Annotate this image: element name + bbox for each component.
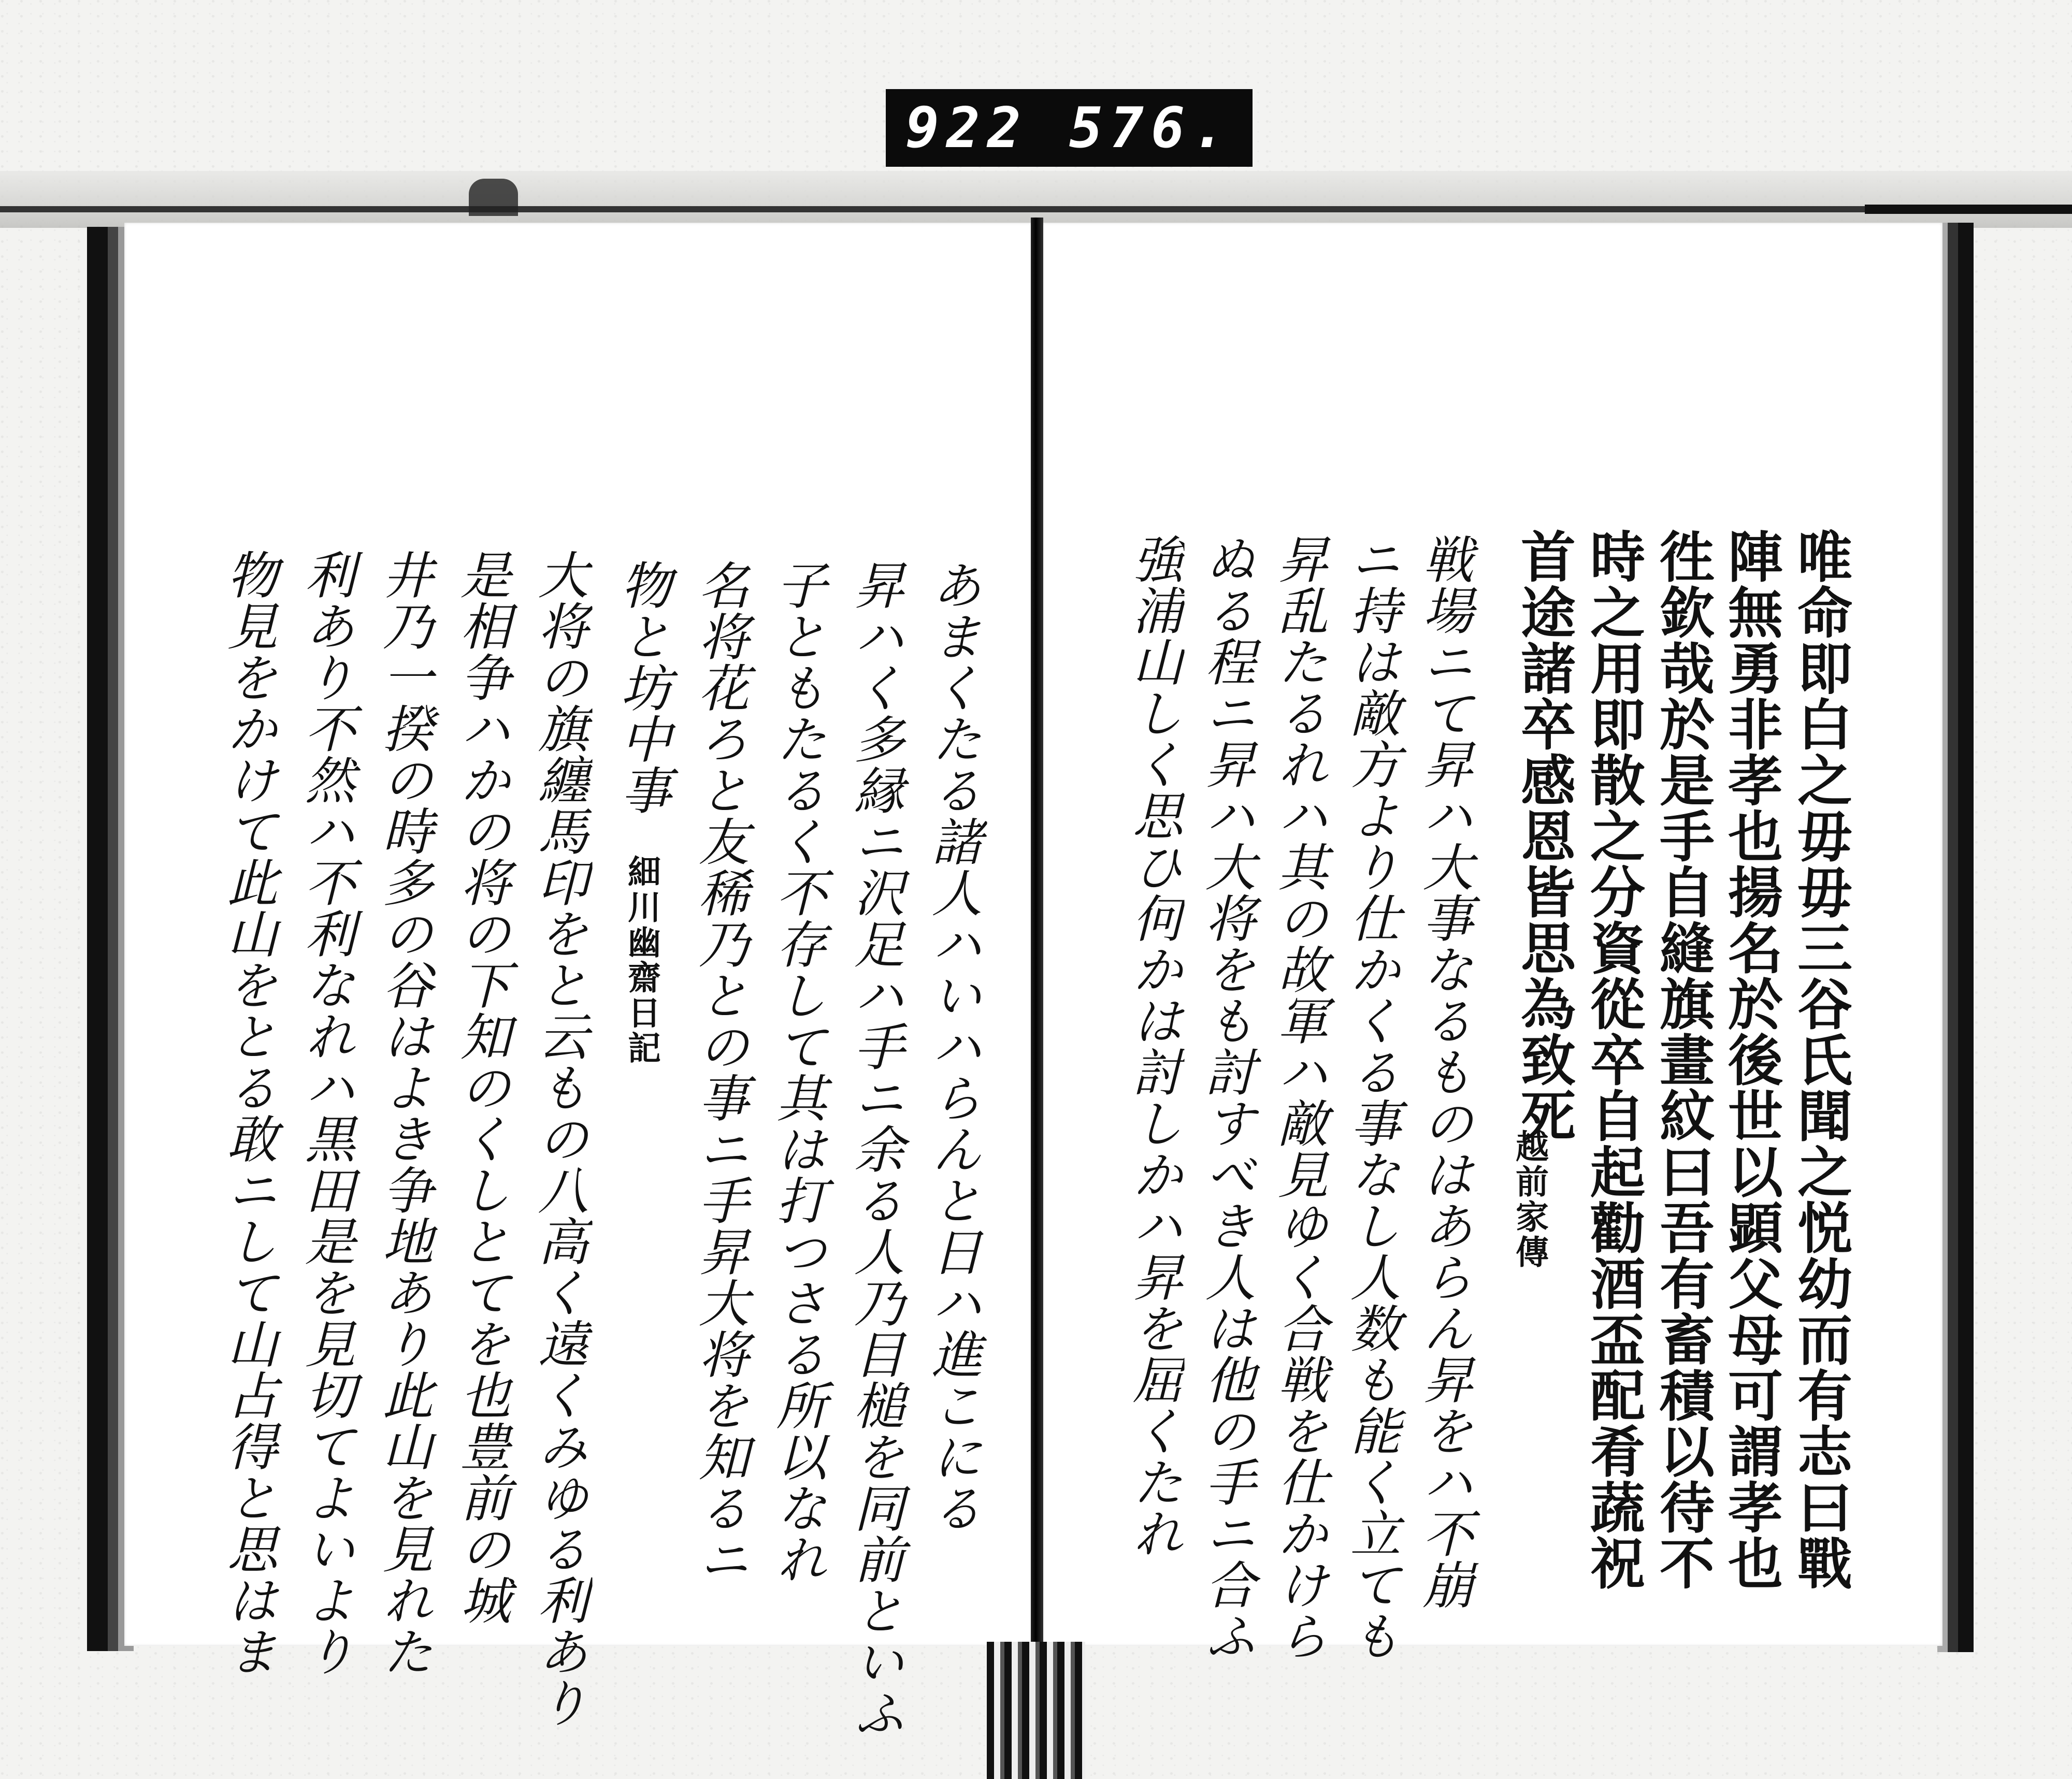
left-script-column-7: 是相争ハかの将の下知のくしとてを也豊前の城: [452, 549, 511, 1626]
left-script-column-10: 物見をかけて此山をとる敢ニして山占得と思はま: [219, 549, 278, 1677]
shelf-label-left-number: 922: [905, 95, 1029, 161]
left-source-note: 細川幽齋日記: [622, 855, 661, 1066]
right-source-note: 越前家傳: [1510, 1129, 1549, 1270]
book-edge-right: [1937, 223, 1974, 1652]
right-script-column-5: 強浦山しく思ひ何かは討しかハ昇を屈くたれ: [1124, 533, 1183, 1559]
scanner-edge-line-right: [1865, 205, 2072, 214]
book-gutter: [1031, 218, 1043, 1699]
scanner-edge-line: [0, 206, 2072, 212]
right-print-column-1: 唯命即白之毋毋三谷氏聞之悦幼而有志曰戰: [1789, 528, 1853, 1591]
right-script-column-1: 戦場ニて昇ハ大事なるものはあらん昇をハ不崩: [1414, 533, 1473, 1610]
bookmark-ribbon: [469, 179, 518, 216]
shelf-label-right-number: 576.: [1069, 95, 1233, 161]
left-script-column-8: 井乃一揆の時多の谷はよき争地あり此山を見れた: [374, 549, 433, 1677]
left-script-column-9: 利あり不然ハ不利なれハ黒田是を見切てよいより: [296, 549, 355, 1677]
gutter-binding: [987, 1642, 1085, 1779]
left-script-column-6: 大将の旗纏馬印をと云もの八高く遠くみゆる利あり: [529, 549, 588, 1728]
right-print-column-5: 首途諸卒感恩皆思為致死: [1512, 528, 1577, 1144]
left-script-column-1: あまくたる諸人ハいハらんと日ハ進こにる: [923, 559, 982, 1534]
right-script-column-2: ニ持は敵方より仕かくる事なし人数も能く立ても: [1342, 533, 1401, 1661]
shelf-label: [886, 89, 1253, 167]
right-script-column-3: 昇乱たるれハ其の故軍ハ敵見ゆく合戦を仕かけら: [1269, 533, 1328, 1661]
left-script-column-4: 名将花ろと友稀乃との事ニ手昇大将を知るニ: [690, 559, 749, 1585]
left-script-column-2: 昇ハく多縁ニ沢足ハ手ニ余る人乃目槌を同前といふ: [845, 559, 904, 1739]
left-script-column-3: 子ともたるく不存して其は打つさる所以なれ: [768, 559, 827, 1585]
right-print-column-2: 陣無勇非孝也揚名於後世以顕父母可謂孝也: [1719, 528, 1784, 1591]
right-print-column-3: 徃欽哉於是手自縫旗畫紋曰吾有畜積以待不: [1651, 528, 1716, 1591]
right-print-column-4: 時之用即散之分資從卒自起勸酒盃配肴蔬祝: [1581, 528, 1646, 1591]
left-script-column-5: 物と坊中事: [612, 559, 671, 816]
right-script-column-4: ぬる程ニ昇ハ大将をも討すべき人は他の手ニ合ふ: [1197, 533, 1256, 1661]
